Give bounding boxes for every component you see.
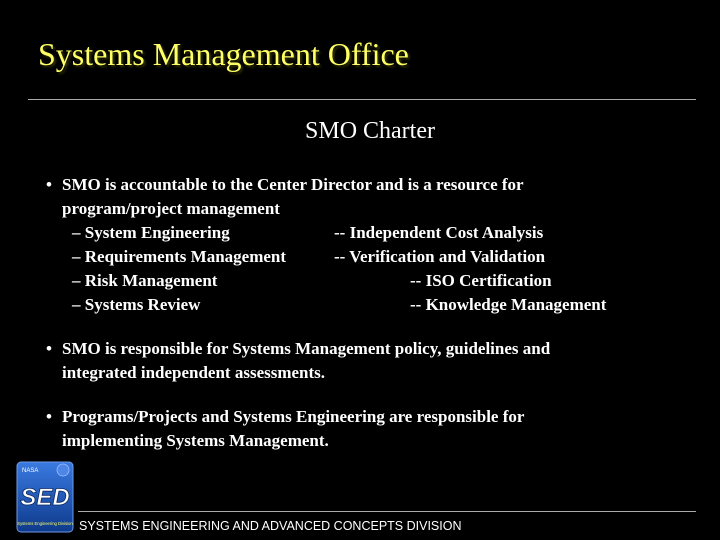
bullet-marker: • — [46, 407, 52, 426]
logo-top-text: NASA — [22, 468, 39, 474]
bullet-text-line: Programs/Projects and Systems Engineering are responsible for — [62, 407, 525, 426]
bullet-text-line: integrated independent assessments. — [62, 363, 326, 382]
sub-item-requirements-management: – Requirements Management — [72, 247, 287, 266]
sed-logo — [16, 461, 74, 533]
sub-item-independent-cost-analysis: -- Independent Cost Analysis — [334, 223, 544, 242]
bullet-text-line: SMO is accountable to the Center Director and is a resource for — [62, 175, 524, 194]
bullet-text-line: SMO is responsible for Systems Management policy, guidelines and — [62, 339, 551, 358]
bullet-text-line: implementing Systems Management. — [62, 431, 329, 450]
footer-division-name: SYSTEMS ENGINEERING AND ADVANCED CONCEPTS DIVISION — [79, 519, 462, 533]
logo-caption: Systems Engineering Division — [17, 521, 73, 526]
bullet-text-line: program/project management — [62, 199, 280, 218]
footer-divider — [78, 511, 696, 512]
sub-item-verification-validation: -- Verification and Validation — [334, 247, 546, 266]
bullet-marker: • — [46, 175, 52, 194]
logo-letters: SED — [20, 484, 70, 511]
sub-item-risk-management: – Risk Management — [72, 271, 218, 290]
sub-item-systems-review: – Systems Review — [72, 295, 201, 314]
sub-item-system-engineering: – System Engineering — [72, 223, 230, 242]
sub-item-knowledge-management: -- Knowledge Management — [410, 295, 607, 314]
slide-title: Systems Management Office — [38, 36, 409, 72]
bullet-marker: • — [46, 339, 52, 358]
title-divider — [28, 99, 696, 100]
slide-subtitle: SMO Charter — [305, 118, 435, 144]
sub-item-iso-certification: -- ISO Certification — [410, 271, 552, 290]
